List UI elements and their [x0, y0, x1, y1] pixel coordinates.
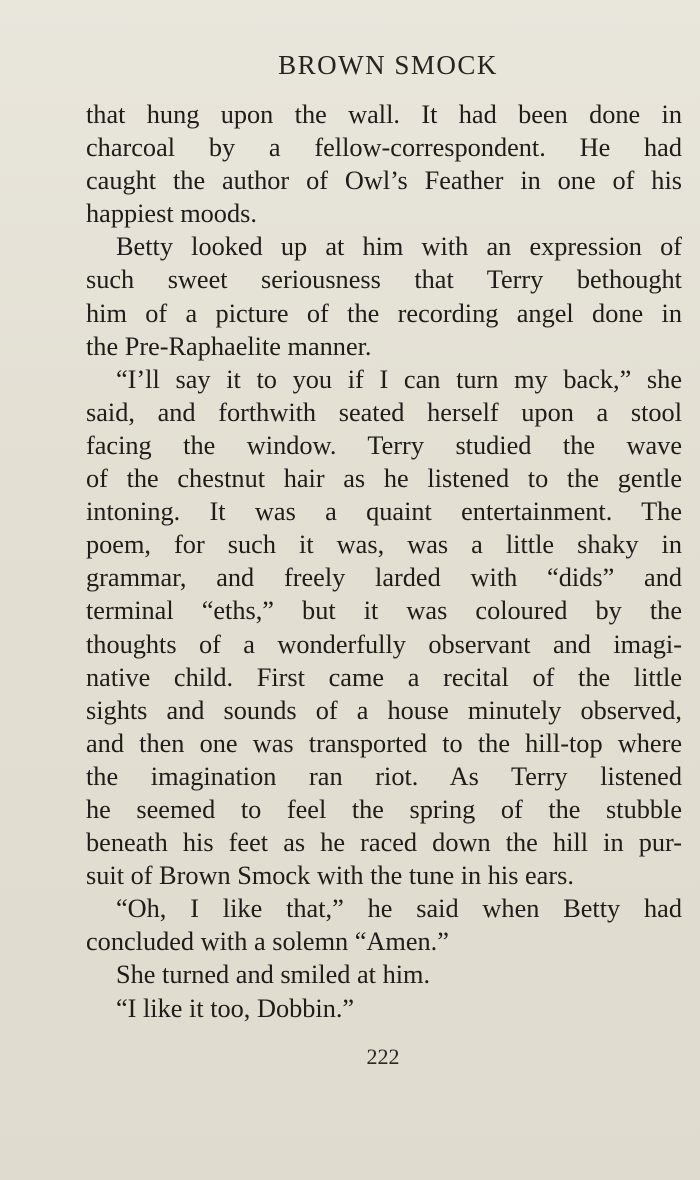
body-text — [86, 98, 682, 1025]
text-line: charcoal by a fellow-correspondent. He had — [86, 133, 682, 163]
text-line: “Oh, I like that,” he said when Betty had — [116, 894, 682, 924]
text-line: terminal “eths,” but it was coloured by the — [86, 596, 682, 626]
text-line: intoning. It was a quaint entertainment. The — [86, 497, 682, 527]
text-line: Betty looked up at him with an expression of — [116, 232, 682, 262]
text-line: sights and sounds of a house minutely observed, — [86, 695, 682, 725]
text-line: poem, for such it was, was a little shaky in — [86, 530, 682, 560]
text-line: “I’ll say it to you if I can turn my back,” she — [116, 364, 682, 394]
text-line: happiest moods. — [86, 199, 257, 229]
text-line: suit of Brown Smock with the tune in his ears. — [86, 861, 574, 891]
text-line: facing the window. Terry studied the wave — [86, 430, 682, 460]
text-line: the imagination ran riot. As Terry listened — [86, 761, 682, 791]
text-line: thoughts of a wonderfully observant and imagi- — [86, 629, 682, 659]
text-line: the Pre-Raphaelite manner. — [86, 331, 372, 361]
text-line: native child. First came a recital of the little — [86, 662, 682, 692]
text-line: concluded with a solemn “Amen.” — [86, 927, 449, 957]
text-line: such sweet seriousness that Terry bethought — [86, 265, 682, 295]
text-line: he seemed to feel the spring of the stubble — [86, 794, 682, 824]
text-line: that hung upon the wall. It had been done in — [86, 100, 682, 129]
text-line: of the chestnut hair as he listened to the gentle — [86, 464, 682, 494]
text-line: “I like it too, Dobbin.” — [116, 993, 355, 1023]
running-head: BROWN SMOCK — [278, 50, 498, 80]
text-line: beneath his feet as he raced down the hill in pur- — [86, 828, 682, 858]
text-line: and then one was transported to the hill-top where — [86, 728, 682, 758]
text-line: caught the author of Owl’s Feather in one of his — [86, 166, 682, 196]
text-line: grammar, and freely larded with “dids” and — [86, 563, 682, 593]
text-line: said, and forthwith seated herself upon a stool — [86, 397, 682, 427]
text-line: him of a picture of the recording angel done in — [86, 298, 682, 328]
text-line: She turned and smiled at him. — [116, 960, 431, 990]
page-number: 222 — [366, 1044, 400, 1069]
